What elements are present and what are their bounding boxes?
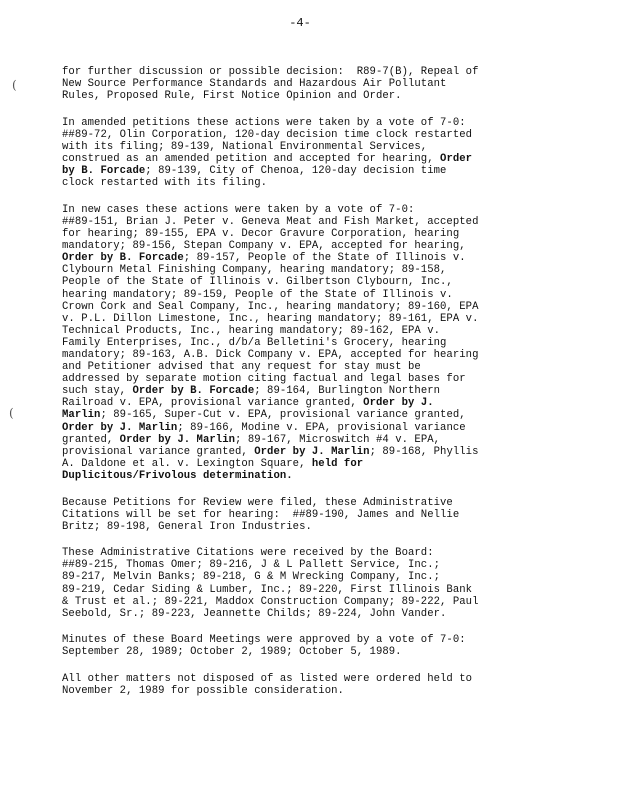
- text-segment: v. P.L. Dillon Limestone, Inc., hearing mandatory; 89-161, EPA v.: [62, 312, 479, 325]
- paragraph-minutes: [62, 634, 542, 658]
- text-line: [62, 385, 542, 397]
- text-line: [62, 90, 542, 102]
- text-line: [62, 521, 542, 533]
- bold-text: Duplicitous/Frivolous determination.: [62, 469, 293, 482]
- text-segment: ; 89-168, Phyllis: [369, 445, 479, 458]
- text-segment: ##89-151, Brian J. Peter v. Geneva Meat and Fish Market, accepted: [62, 215, 479, 228]
- text-segment: hearing mandatory; 89-159, People of the State of Illinois v.: [62, 288, 453, 301]
- text-segment: Crown Cork and Seal Company, Inc., hearing mandatory; 89-160, EPA: [62, 300, 479, 313]
- text-segment: such stay,: [62, 385, 133, 398]
- text-line: [62, 240, 542, 252]
- text-line: [62, 361, 542, 373]
- text-segment: ; 89-166, Modine v. EPA, provisional variance: [177, 421, 466, 434]
- text-line: [62, 509, 542, 521]
- text-segment: ; 89-139, City of Chenoa, 120-day decision time: [145, 165, 447, 178]
- text-line: [62, 673, 542, 685]
- text-segment: with its filing; 89-139, National Environmental Services,: [62, 140, 428, 153]
- text-line: [62, 608, 542, 620]
- text-line: [62, 141, 542, 153]
- text-segment: Britz; 89-198, General Iron Industries.: [62, 520, 312, 533]
- text-line: [62, 129, 542, 141]
- text-line: [62, 634, 542, 646]
- bold-text: Order by B. Forcade: [132, 385, 255, 398]
- text-line: [62, 409, 542, 421]
- text-segment: and Petitioner advised that any request for stay must be: [62, 361, 421, 374]
- document-body: [62, 66, 542, 697]
- text-line: [62, 349, 542, 361]
- text-line: [62, 397, 542, 409]
- text-segment: All other matters not disposed of as listed were ordered held to: [62, 673, 473, 686]
- bold-text: Marlin: [62, 409, 101, 422]
- text-segment: September 28, 1989; October 2, 1989; October 5, 1989.: [62, 646, 402, 659]
- text-segment: People of the State of Illinois v. Gilbertson Clybourn, Inc.,: [62, 276, 453, 289]
- text-line: [62, 66, 542, 78]
- paragraph-gap: [62, 533, 542, 548]
- text-segment: provisional variance granted,: [62, 445, 255, 458]
- bold-text: Order by B. Forcade: [62, 252, 184, 265]
- text-line: [62, 165, 542, 177]
- text-line: [62, 289, 542, 301]
- text-line: [62, 446, 542, 458]
- text-line: [62, 276, 542, 288]
- text-segment: & Trust et al.; 89-221, Maddox Construction Company; 89-222, Paul: [62, 595, 479, 608]
- paragraph-gap: [62, 189, 542, 204]
- text-segment: A. Daldone et al. v. Lexington Square,: [62, 457, 312, 470]
- text-segment: Technical Products, Inc., hearing mandatory; 89-162, EPA v.: [62, 324, 441, 337]
- text-line: [62, 337, 542, 349]
- text-line: [62, 458, 542, 470]
- text-line: [62, 228, 542, 240]
- text-line: [62, 373, 542, 385]
- text-segment: Clybourn Metal Finishing Company, hearing mandatory; 89-158,: [62, 264, 447, 277]
- page-number: -4-: [289, 16, 311, 30]
- bold-text: Order by J. Marlin: [119, 433, 236, 446]
- text-segment: for further discussion or possible decision: R89-7(B), Repeal of: [62, 66, 479, 78]
- paragraph-gap: [62, 102, 542, 117]
- text-line: [62, 470, 542, 482]
- bold-text: Order by J.: [363, 397, 434, 410]
- paragraph-amended-petitions: [62, 117, 542, 190]
- text-segment: Railroad v. EPA, provisional variance granted,: [62, 397, 364, 410]
- text-segment: Seebold, Sr.; 89-223, Jeannette Childs; 89-224, John Vander.: [62, 607, 447, 620]
- bold-text: by B. Forcade: [62, 165, 146, 178]
- paragraph-petitions-for-review: [62, 497, 542, 533]
- text-segment: 89-219, Cedar Siding & Lumber, Inc.; 89-220, First Illinois Bank: [62, 583, 473, 596]
- text-line: [62, 117, 542, 129]
- paragraph-gap: [62, 482, 542, 497]
- paragraph-new-cases: [62, 204, 542, 482]
- text-line: [62, 434, 542, 446]
- text-line: [62, 204, 542, 216]
- paragraph-other-matters: [62, 673, 542, 697]
- text-segment: mandatory; 89-156, Stepan Company v. EPA, accepted for hearing,: [62, 240, 466, 253]
- text-line: [62, 422, 542, 434]
- text-line: [62, 571, 542, 583]
- text-line: [62, 547, 542, 559]
- text-segment: Because Petitions for Review were filed, these Administrative: [62, 496, 453, 509]
- text-segment: granted,: [62, 433, 120, 446]
- bold-text: Order by J. Marlin: [62, 421, 178, 434]
- text-line: [62, 252, 542, 264]
- text-segment: In new cases these actions were taken by a vote of 7-0:: [62, 203, 415, 216]
- text-line: [62, 153, 542, 165]
- text-line: [62, 177, 542, 189]
- text-segment: Family Enterprises, Inc., d/b/a Belletini's Grocery, hearing: [62, 336, 447, 349]
- text-segment: ; 89-167, Microswitch #4 v. EPA,: [235, 433, 441, 446]
- text-segment: for hearing; 89-155, EPA v. Decor Gravure Corporation, hearing: [62, 228, 460, 241]
- bold-text: Order by J. Marlin: [254, 445, 370, 458]
- text-segment: Minutes of these Board Meetings were approved by a vote of 7-0:: [62, 634, 466, 647]
- paragraph-administrative-citations: [62, 547, 542, 620]
- text-line: [62, 325, 542, 337]
- text-segment: In amended petitions these actions were taken by a vote of 7-0:: [62, 116, 466, 129]
- paragraph-gap: [62, 659, 542, 674]
- text-segment: ##89-215, Thomas Omer; 89-216, J & L Pallett Service, Inc.;: [62, 559, 441, 572]
- margin-mark: (: [9, 406, 14, 420]
- text-segment: 89-217, Melvin Banks; 89-218, G & M Wrecking Company, Inc.;: [62, 571, 441, 584]
- text-line: [62, 264, 542, 276]
- text-segment: clock restarted with its filing.: [62, 177, 268, 190]
- text-segment: ; 89-165, Super-Cut v. EPA, provisional variance granted,: [100, 409, 466, 422]
- text-segment: Citations will be set for hearing: ##89-190, James and Nellie: [62, 508, 460, 521]
- text-segment: Rules, Proposed Rule, First Notice Opinion and Order.: [62, 90, 402, 103]
- bold-text: Order: [440, 153, 473, 166]
- text-segment: mandatory; 89-163, A.B. Dick Company v. EPA, accepted for hearing: [62, 348, 479, 361]
- text-segment: New Source Performance Standards and Hazardous Air Pollutant: [62, 78, 447, 91]
- text-line: [62, 596, 542, 608]
- text-line: [62, 646, 542, 658]
- text-line: [62, 584, 542, 596]
- text-segment: ; 89-157, People of the State of Illinois v.: [183, 252, 466, 265]
- text-line: [62, 78, 542, 90]
- text-line: [62, 559, 542, 571]
- text-segment: ##89-72, Olin Corporation, 120-day decision time clock restarted: [62, 128, 473, 141]
- text-line: [62, 216, 542, 228]
- text-line: [62, 497, 542, 509]
- text-segment: These Administrative Citations were received by the Board:: [62, 547, 434, 560]
- text-segment: addressed by separate motion citing factual and legal bases for: [62, 373, 466, 386]
- text-line: [62, 313, 542, 325]
- bold-text: held for: [311, 457, 364, 470]
- text-segment: ; 89-164, Burlington Northern: [254, 385, 441, 398]
- paragraph-gap: [62, 620, 542, 635]
- text-segment: November 2, 1989 for possible consideration.: [62, 685, 344, 698]
- text-line: [62, 685, 542, 697]
- margin-mark: (: [12, 78, 17, 92]
- text-segment: construed as an amended petition and accepted for hearing,: [62, 153, 441, 166]
- text-line: [62, 301, 542, 313]
- paragraph-discussion: [62, 66, 542, 102]
